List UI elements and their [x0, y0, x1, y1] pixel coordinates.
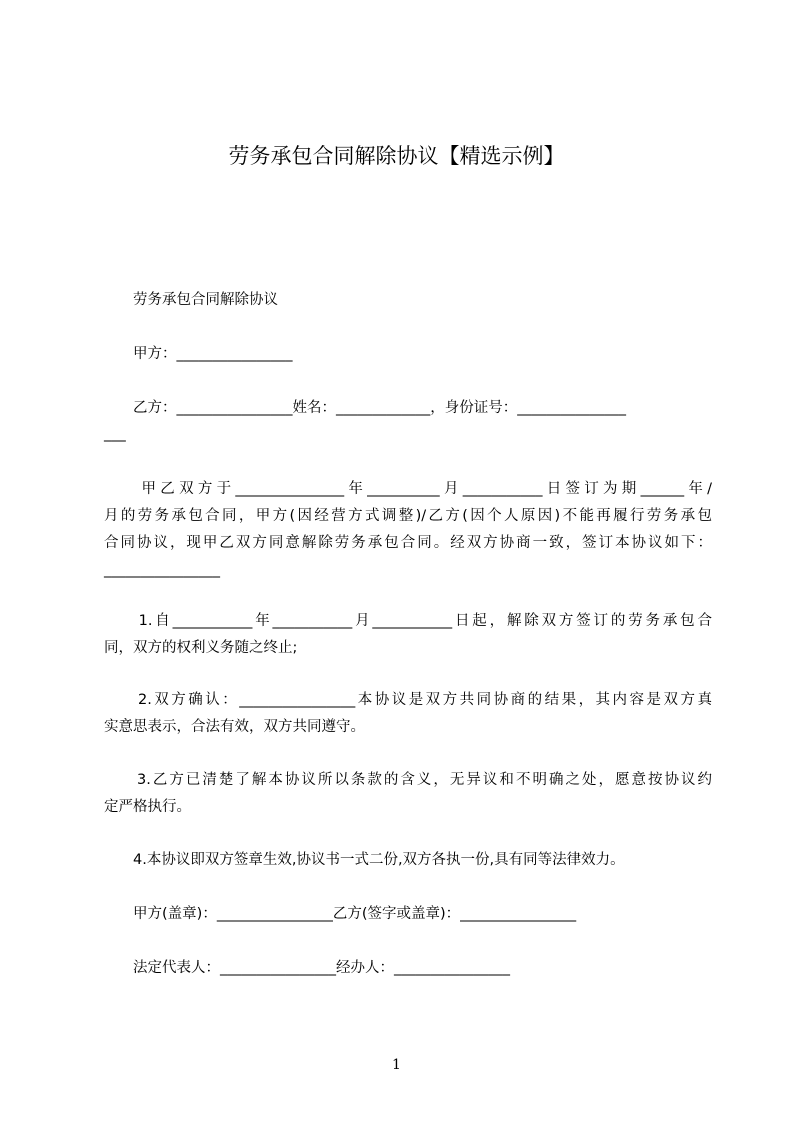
clause-3-line-2: 定严格执行。 [104, 799, 191, 815]
signature-line-representatives: 法定代表人：________________经办人：________________ [104, 960, 510, 976]
party-b-line: 乙方：________________姓名：_____________，身份证号：_______________ [104, 400, 626, 416]
clause-2-line-1: 2.双方确认：________________本协议是双方共同协商的结果，其内容是双方真 [104, 692, 712, 708]
page-number: 1 [392, 1057, 401, 1073]
intro-paragraph-line-4: ________________ [104, 562, 220, 578]
party-a-line: 甲方：________________ [104, 346, 293, 362]
clause-2-line-2: 实意思表示，合法有效，双方共同遵守。 [104, 719, 365, 735]
intro-paragraph-line-2: 月的劳务承包合同，甲方(因经营方式调整)/乙方(因个人原因)不能再履行劳务承包 [104, 508, 712, 524]
clause-3-line-1: 3.乙方已清楚了解本协议所以条款的含义，无异议和不明确之处，愿意按协议约 [104, 772, 712, 788]
clause-4-line: 4.本协议即双方签章生效,协议书一式二份,双方各执一份,具有同等法律效力。 [104, 852, 625, 868]
intro-paragraph-line-3: 合同协议，现甲乙双方同意解除劳务承包合同。经双方协商一致，签订本协议如下： [104, 535, 712, 551]
party-b-line-cont: ___ [104, 426, 126, 442]
intro-paragraph-line-1: 甲乙双方于_______________年__________月___________日签订为期______年/ [104, 481, 712, 497]
subtitle: 劳务承包合同解除协议 [104, 292, 278, 308]
clause-1-line-2: 同，双方的权利义务随之终止; [104, 640, 298, 656]
page-title: 劳务承包合同解除协议【精选示例】 [228, 144, 565, 168]
clause-1-line-1: 1.自___________年___________月___________日起，解除双方签订的劳务承包合 [104, 613, 712, 629]
signature-line-parties: 甲方(盖章)：________________乙方(签字或盖章)：________________ [104, 906, 577, 922]
